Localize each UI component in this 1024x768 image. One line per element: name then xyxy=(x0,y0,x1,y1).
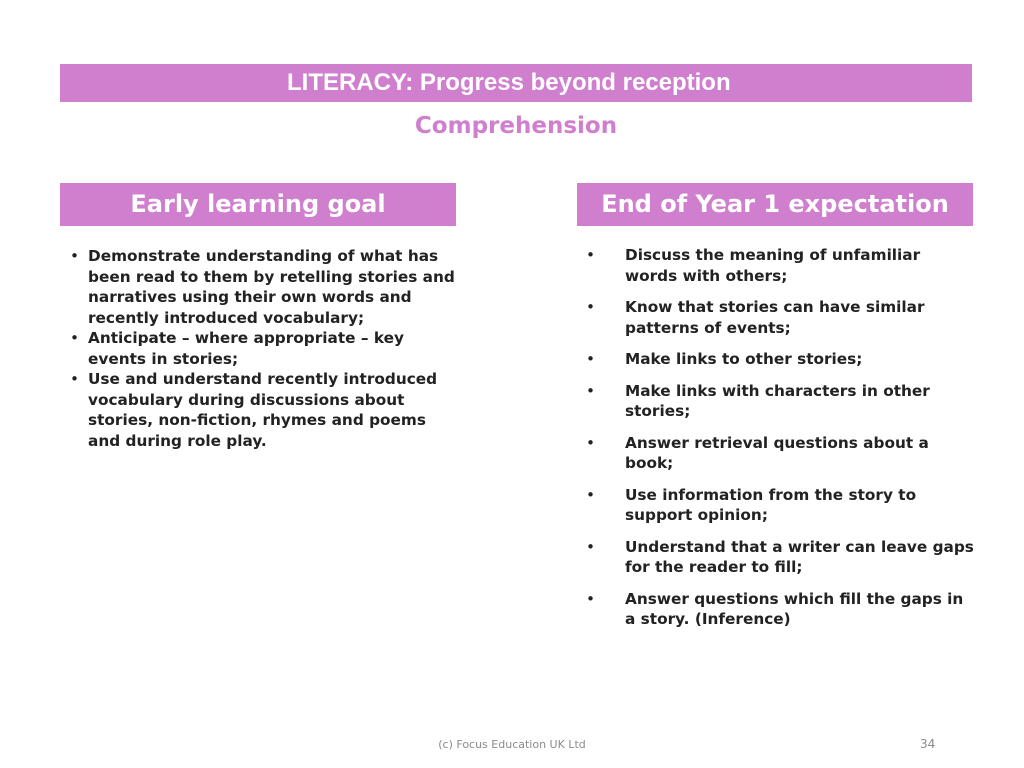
bullet-icon: • xyxy=(586,589,596,608)
bullet-icon: • xyxy=(586,485,596,504)
end-of-year-expectation-heading: End of Year 1 expectation xyxy=(577,183,973,226)
bullet-icon: • xyxy=(586,350,596,368)
list-item xyxy=(70,246,460,328)
bullet-icon: • xyxy=(586,246,596,264)
list-item-text: Understand that a writer can leave gaps for the reader to fill; xyxy=(625,537,974,576)
list-item xyxy=(586,589,976,630)
list-item xyxy=(586,349,976,370)
list-item-text: Make links to other stories; xyxy=(625,350,863,368)
list-item-text: Answer retrieval questions about a book; xyxy=(625,433,929,472)
list-item xyxy=(586,485,976,526)
bullet-icon: • xyxy=(70,329,80,347)
list-item xyxy=(70,328,460,369)
list-item xyxy=(586,245,976,286)
list-item-text: Know that stories can have similar patterns of events; xyxy=(625,298,925,337)
list-item xyxy=(586,433,976,474)
list-item-text: Use and understand recently introduced vocabulary during discussions about stories, non-fiction, rhymes and poems and during role play. xyxy=(88,370,438,450)
list-item-text: Use information from the story to support opinion; xyxy=(625,485,917,524)
page-subtitle: Comprehension xyxy=(414,113,618,139)
early-learning-goal-list xyxy=(70,246,460,451)
bullet-icon: • xyxy=(70,247,80,265)
bullet-icon: • xyxy=(586,381,596,400)
list-item xyxy=(586,381,976,422)
list-item-text: Demonstrate understanding of what has been read to them by retelling stories and narratives using their own words and recently introduced vocabulary; xyxy=(88,247,455,327)
bullet-icon: • xyxy=(586,433,596,452)
list-item xyxy=(586,537,976,578)
footer-copyright: (c) Focus Education UK Ltd xyxy=(438,738,586,751)
early-learning-goal-heading: Early learning goal xyxy=(60,183,456,226)
bullet-icon: • xyxy=(70,370,80,388)
end-of-year-expectation-list xyxy=(586,245,976,641)
list-item-text: Make links with characters in other stories; xyxy=(625,381,930,420)
list-item-text: Discuss the meaning of unfamiliar words with others; xyxy=(625,246,921,285)
list-item xyxy=(70,369,460,451)
list-item xyxy=(586,297,976,338)
page-title: LITERACY: Progress beyond reception xyxy=(60,64,972,102)
page-number: 34 xyxy=(920,737,936,751)
bullet-icon: • xyxy=(586,537,596,556)
list-item-text: Anticipate – where appropriate – key events in stories; xyxy=(88,329,404,368)
bullet-icon: • xyxy=(586,298,596,316)
list-item-text: Answer questions which fill the gaps in a story. (Inference) xyxy=(625,589,964,628)
